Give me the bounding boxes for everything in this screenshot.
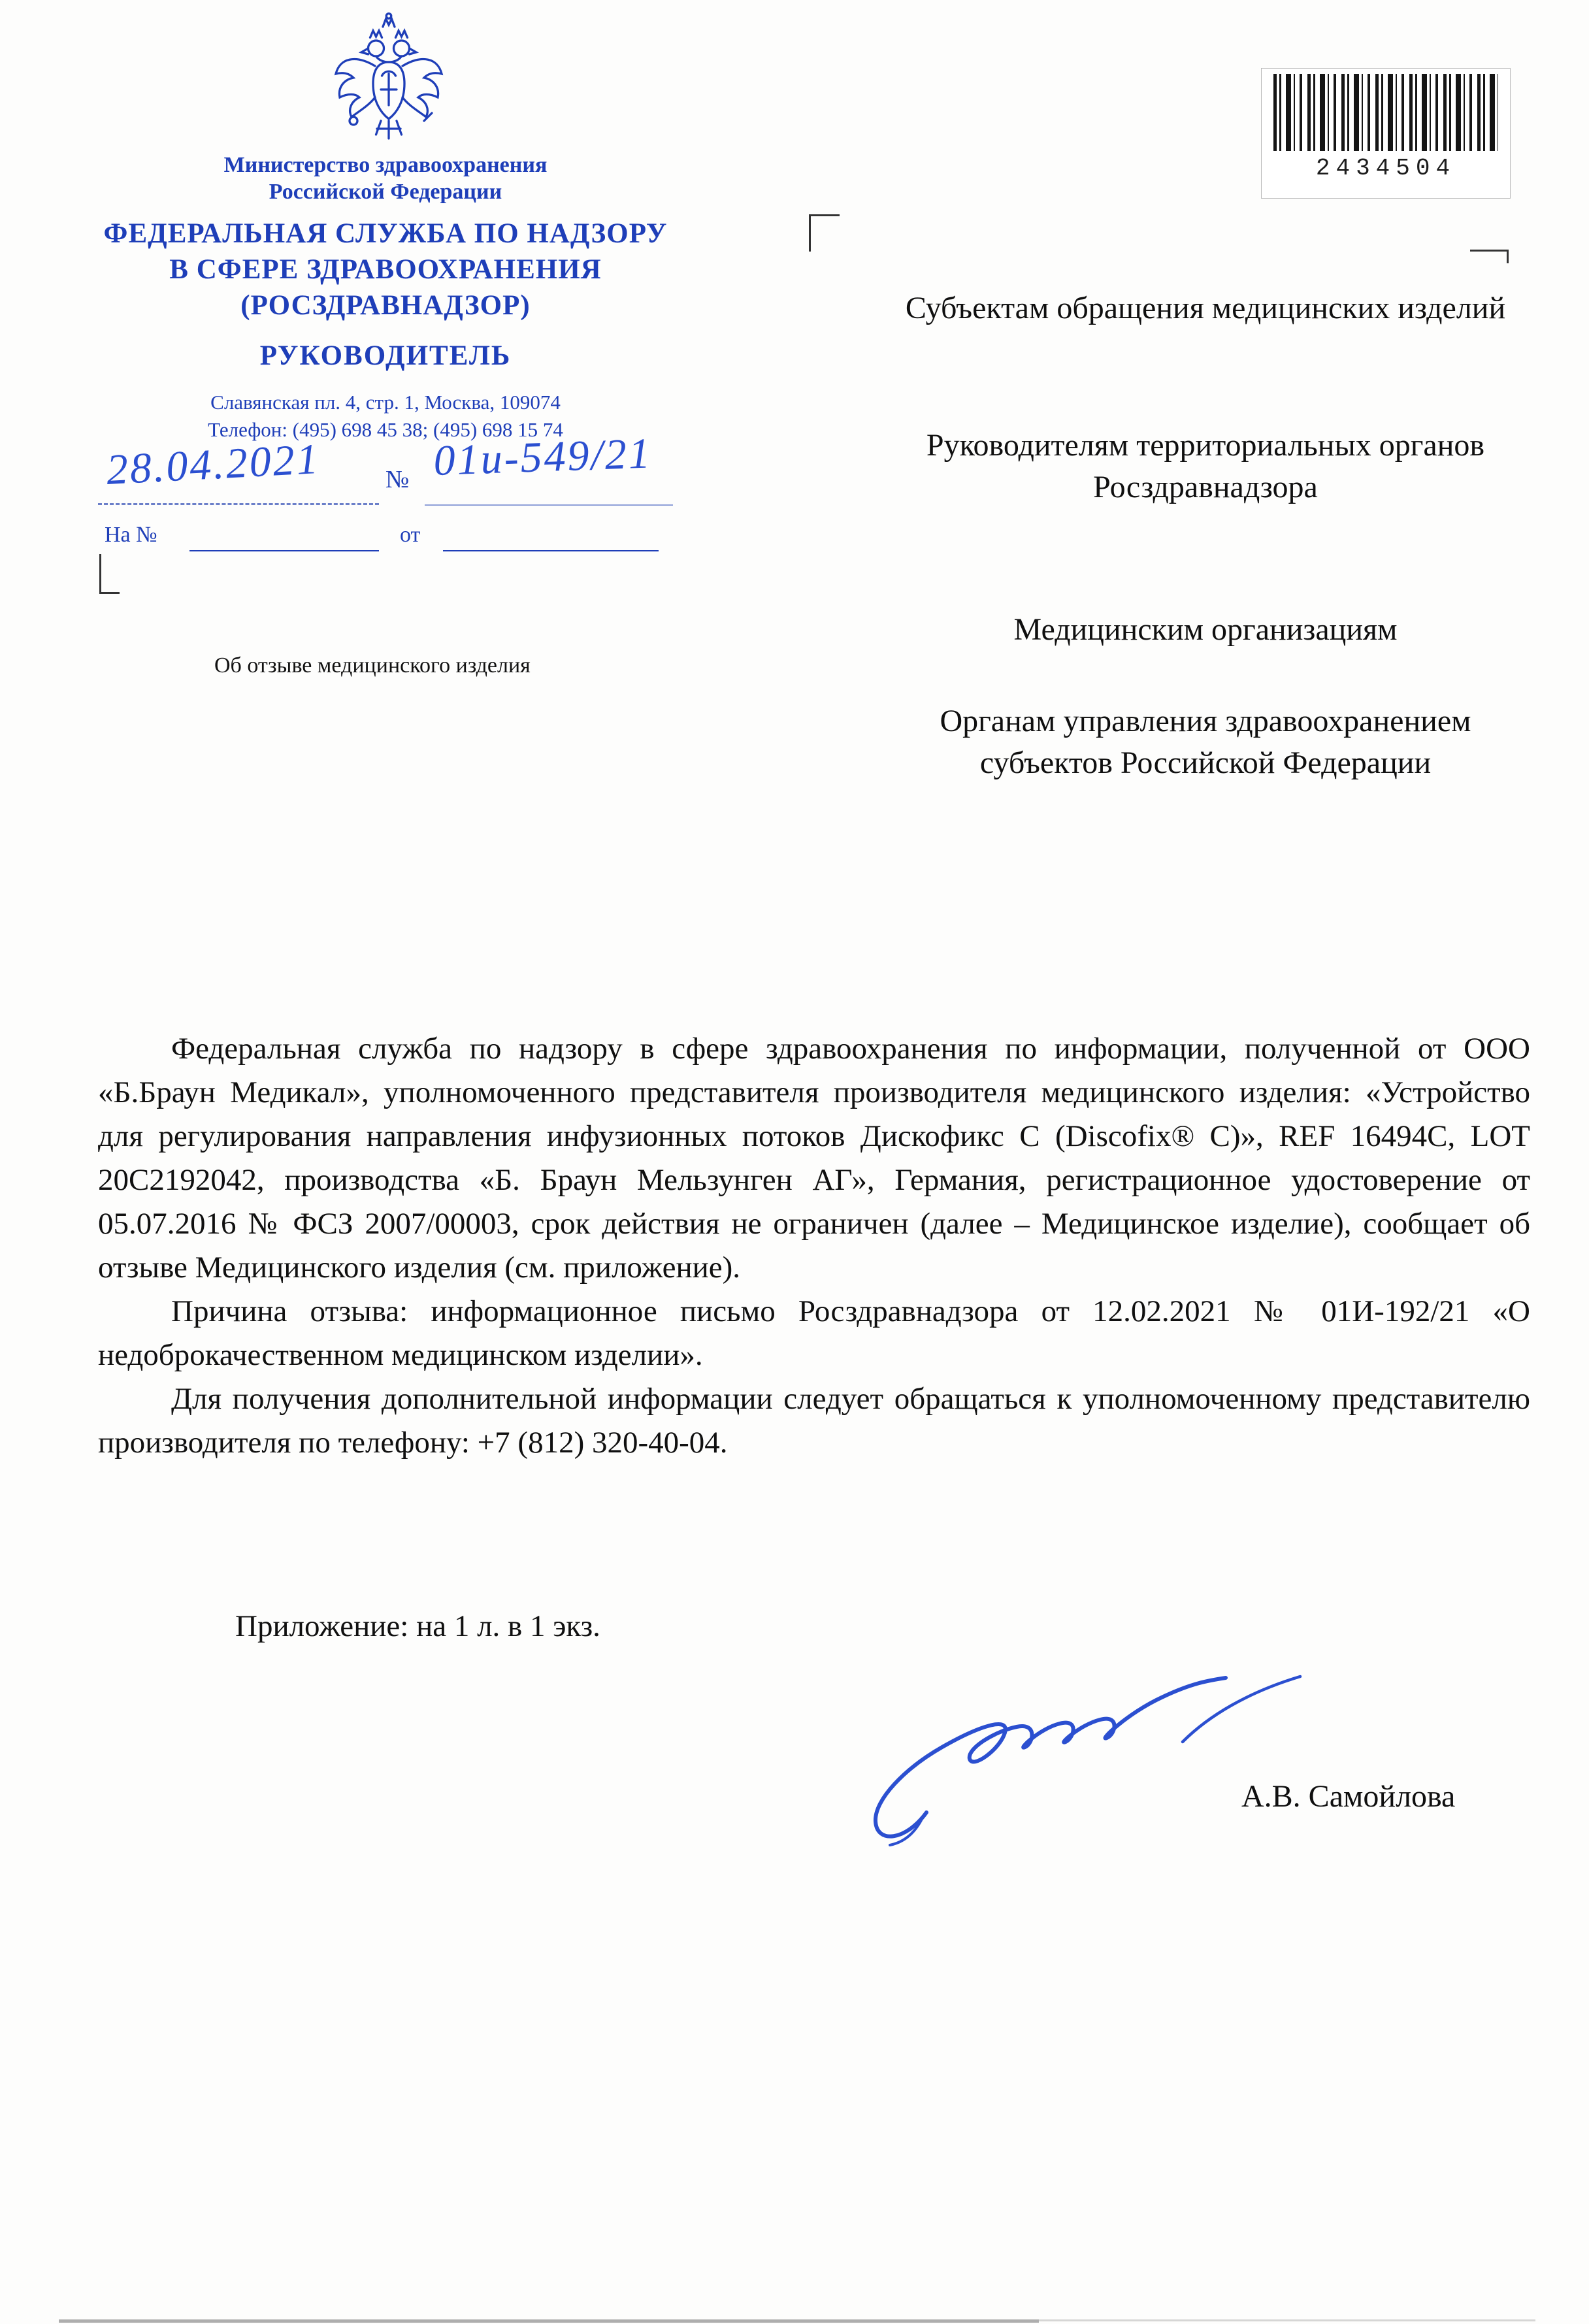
corner-mark-left: [99, 554, 120, 594]
date-underline: [98, 503, 379, 505]
signatory-name: А.В. Самойлова: [1241, 1779, 1456, 1814]
service-line3: (РОСЗДРАВНАДЗОР): [240, 290, 531, 321]
body-paragraph: Федеральная служба по надзору в сфере здравоохранения по информации, полученной от ООО «Б.Браун Медикал», уполномоченного представителя производителя медицинского изделия: «Устройство для регулирования направления инфузионных потоков Дискофикс С (Discofix® C)», REF 16494C, LOT 20C2192042, производства «Б. Браун Мельзунген АГ», Германия, регистрационное удостоверение от 05.07.2016 № ФСЗ 2007/00003, срок действия не ограничен (далее – Медицинское изделие), сообщает об отзыве Медицинского изделия (см. приложение).: [98, 1032, 1530, 1285]
coat-of-arms-icon: [330, 10, 448, 149]
subject-line: Об отзыве медицинского изделия: [214, 653, 531, 678]
service-name: [78, 216, 693, 323]
addressee-item: Руководителям территориальных органов Росздравнадзора: [926, 428, 1485, 504]
corner-mark-top: [809, 214, 840, 252]
ministry-line2: Российской Федерации: [269, 180, 502, 204]
number-sign: №: [385, 466, 410, 493]
ref-number-blank: [189, 550, 379, 551]
outgoing-number-handwritten: 01и-549/21: [433, 429, 653, 485]
corner-mark-right: [1470, 250, 1509, 263]
signature-icon: [843, 1670, 1313, 1859]
body-paragraph: Для получения дополнительной информации следует обращаться к уполномоченному представителю производителя по телефону: +7 (812) 320-40-04.: [98, 1382, 1530, 1460]
scan-edge: [59, 2319, 1039, 2323]
addressee-item: Медицинским организациям: [1013, 612, 1398, 647]
ref-na-label: На №: [105, 523, 157, 547]
barcode-bars-icon: [1273, 74, 1498, 151]
ministry-name: [91, 152, 680, 205]
barcode-number: 2434504: [1315, 155, 1456, 182]
position-title: РУКОВОДИТЕЛЬ: [259, 340, 512, 371]
number-underline: [425, 504, 673, 506]
ministry-line1: Министерство здравоохранения: [223, 153, 548, 177]
barcode: [1261, 68, 1511, 199]
phone-line: Телефон: (495) 698 45 38; (495) 698 15 74: [208, 418, 563, 441]
attachment-line: Приложение: на 1 л. в 1 экз.: [235, 1609, 600, 1643]
addressee-item: Субъектам обращения медицинских изделий: [905, 291, 1506, 325]
ref-date-blank: [443, 550, 659, 551]
ref-ot-label: от: [400, 523, 421, 547]
body-paragraph: Причина отзыва: информационное письмо Росздравнадзора от 12.02.2021 № 01И-192/21 «О недоброкачественном медицинском изделии».: [98, 1294, 1530, 1372]
service-line1: ФЕДЕРАЛЬНАЯ СЛУЖБА ПО НАДЗОРУ: [103, 218, 668, 249]
addressee-item: Органам управления здравоохранением субъектов Российской Федерации: [940, 704, 1471, 780]
letter-body: [98, 1027, 1530, 1465]
scan-edge: [1039, 2319, 1535, 2321]
address-line: Славянская пл. 4, стр. 1, Москва, 109074: [210, 391, 561, 414]
service-line2: В СФЕРЕ ЗДРАВООХРАНЕНИЯ: [169, 254, 602, 285]
date-handwritten: 28.04.2021: [105, 434, 321, 495]
